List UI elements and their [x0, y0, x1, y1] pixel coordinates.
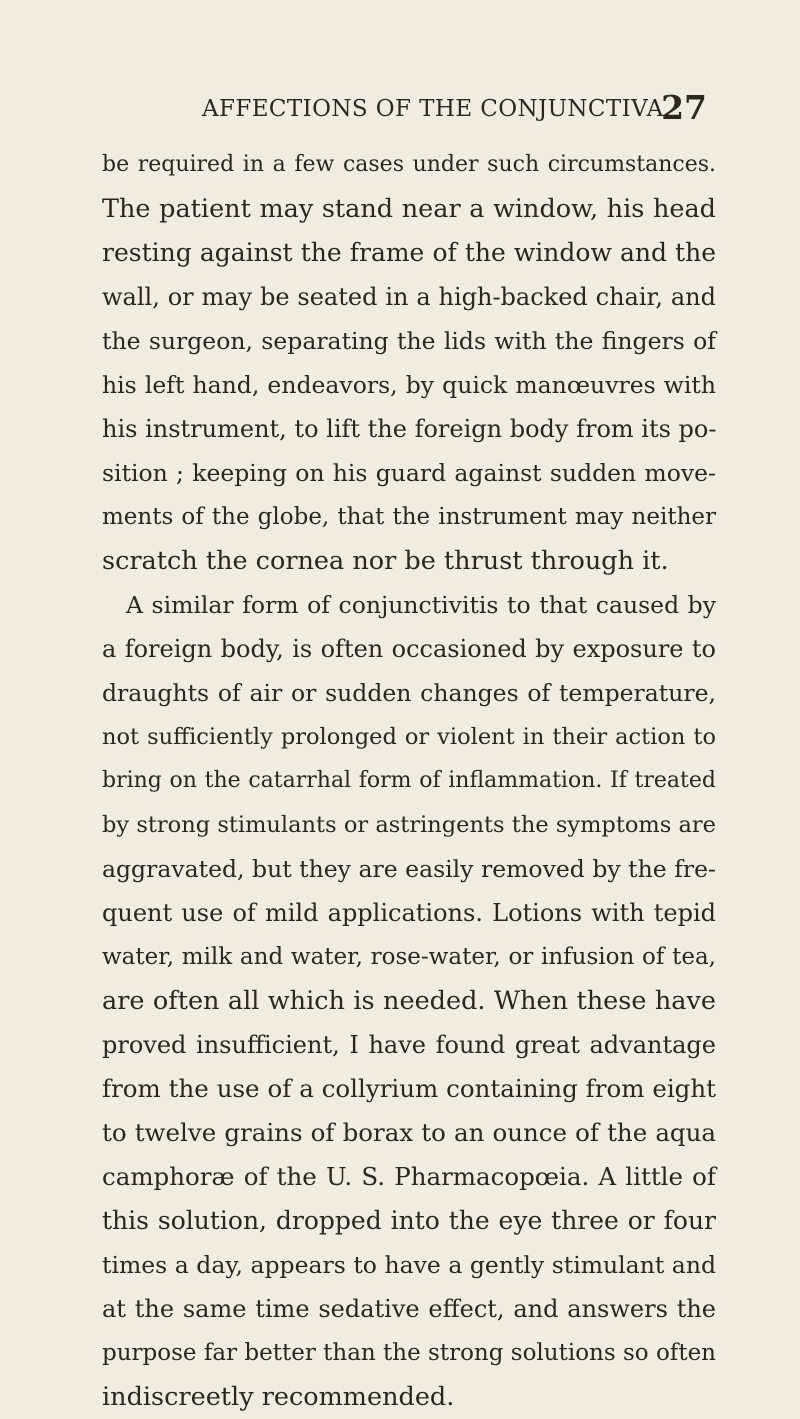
text-line: camphoræ of the U. S. Pharmacopœia. A little of [102, 1162, 716, 1191]
paragraph-start-line: A similar form of conjunctivitis to that caused by [126, 591, 716, 619]
text-line: from the use of a collyrium containing from eight [102, 1074, 716, 1103]
text-line: the surgeon, separating the lids with the fingers of [102, 327, 716, 355]
text-line: bring on the catarrhal form of inflammation. If treated [102, 768, 716, 793]
text-line: sition ; keeping on his guard against sudden move- [102, 459, 716, 487]
page-header [150, 90, 710, 130]
text-line: water, milk and water, rose-water, or infusion of tea, [102, 944, 716, 970]
paragraph-end-line: indiscreetly recommended. [102, 1382, 455, 1412]
text-line: quent use of mild applications. Lotions with tepid [102, 899, 716, 927]
text-line: his left hand, endeavors, by quick manœuvres with [102, 371, 716, 399]
text-line: purpose far better than the strong solutions so often [102, 1340, 716, 1366]
running-head: AFFECTIONS OF THE CONJUNCTIVA. [202, 96, 672, 122]
text-line: aggravated, but they are easily removed by the fre- [102, 855, 716, 883]
text-line: a foreign body, is often occasioned by exposure to [102, 635, 716, 663]
text-line: ments of the globe, that the instrument may neither [102, 504, 716, 530]
text-line: by strong stimulants or astringents the symptoms are [102, 812, 716, 838]
text-line: resting against the frame of the window and the [102, 238, 716, 267]
body-text [102, 143, 716, 1419]
text-line: his instrument, to lift the foreign body from its po- [102, 415, 717, 443]
text-line: proved insufficient, I have found great advantage [102, 1031, 716, 1059]
text-line: to twelve grains of borax to an ounce of the aqua [102, 1118, 716, 1147]
text-line: times a day, appears to have a gently stimulant and [102, 1251, 716, 1279]
page-number: 27 [661, 88, 707, 127]
text-line: this solution, dropped into the eye three or four [102, 1206, 716, 1235]
text-line: wall, or may be seated in a high-backed chair, and [102, 283, 716, 311]
paragraph-end-line: scratch the cornea nor be thrust through it. [102, 546, 669, 576]
text-line: at the same time sedative effect, and answers the [102, 1295, 716, 1323]
text-line: are often all which is needed. When these have [102, 986, 716, 1016]
text-line: The patient may stand near a window, his head [102, 194, 716, 224]
text-line: draughts of air or sudden changes of temperature, [102, 679, 716, 707]
text-line: not sufficiently prolonged or violent in their action to [102, 724, 716, 750]
text-line: be required in a few cases under such circumstances. [102, 152, 716, 177]
